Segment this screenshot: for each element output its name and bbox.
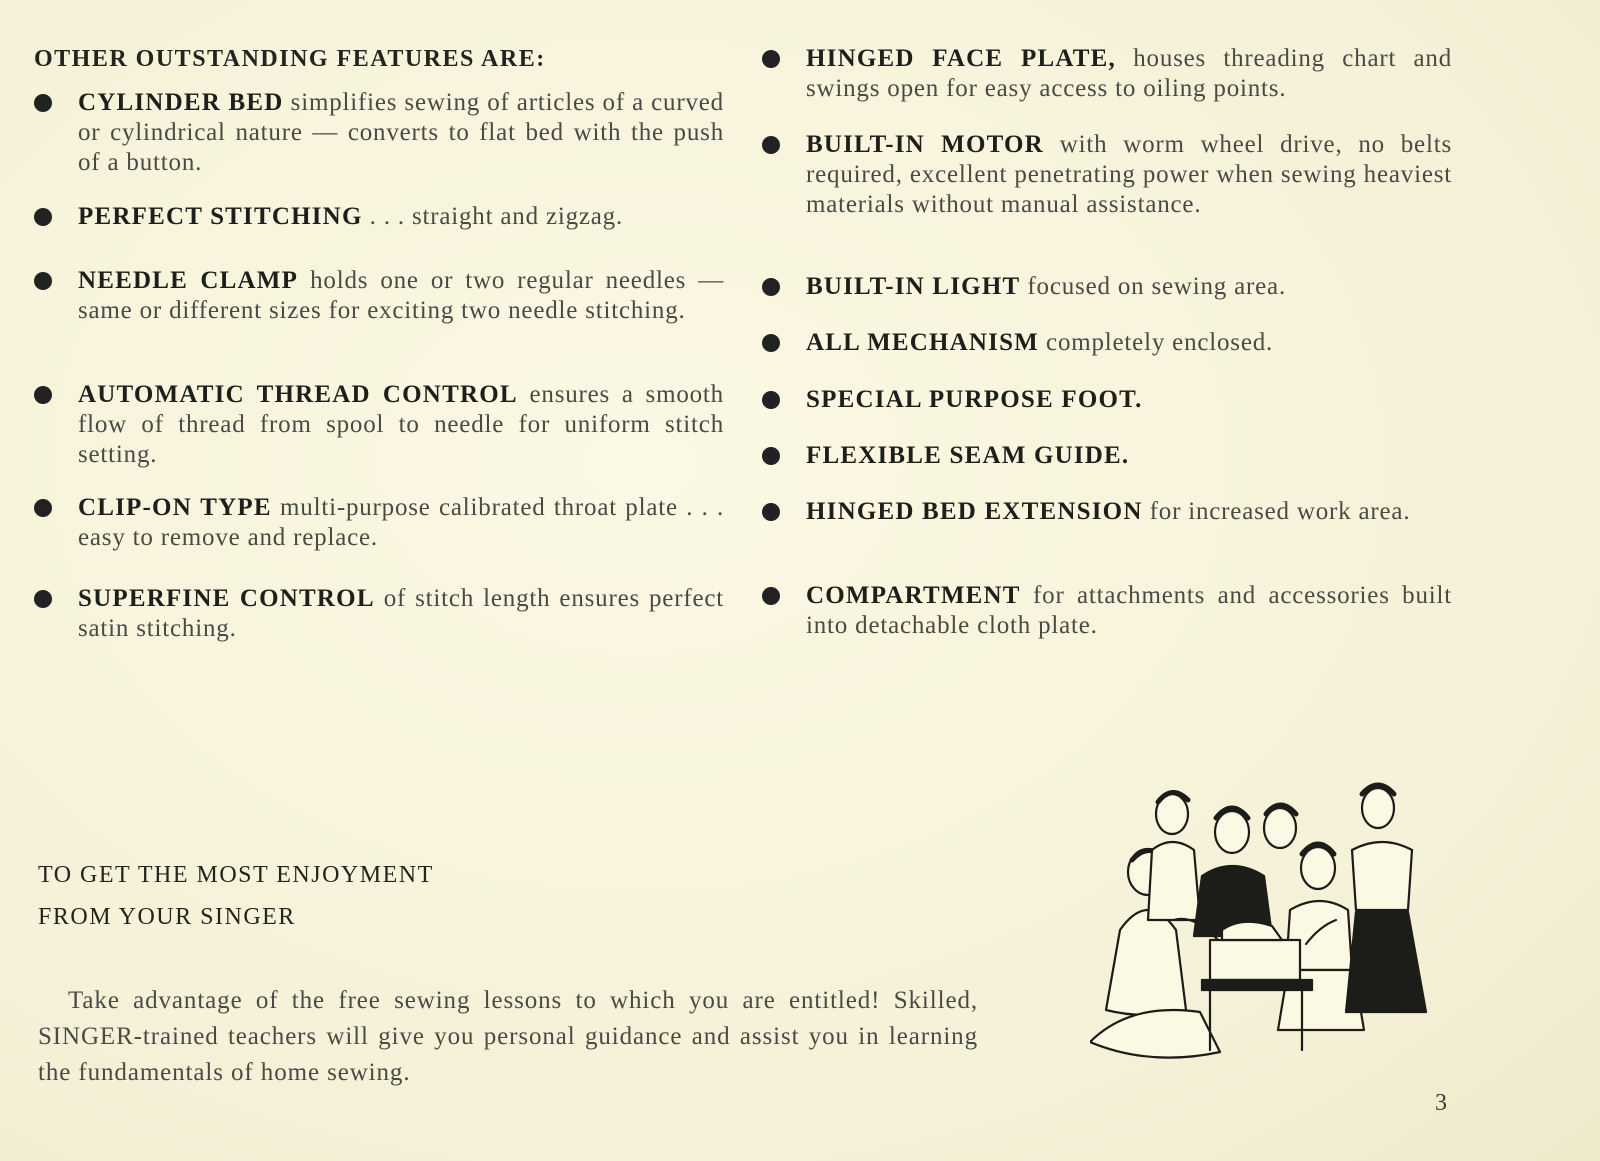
feature-perfect-stitching [34,202,724,232]
women-around-sewing-machine-illustration [1090,780,1470,1070]
feature-built-in-motor [762,130,1452,220]
feature-text: completely enclosed. [1046,329,1274,356]
feature-term: CYLINDER BED [78,89,284,116]
bullet-icon [762,136,780,154]
feature-term: SUPERFINE CONTROL [78,585,375,612]
feature-text: holds one or two regular needles — same or different sizes for exciting two needle stitching. [78,267,724,324]
bullet-icon [34,208,52,226]
feature-text: of stitch length ensures perfect satin stitching. [78,585,724,642]
feature-term: ALL MECHANISM [806,329,1039,356]
feature-built-in-light [762,272,1452,302]
feature-text: focused on sewing area. [1027,273,1287,300]
feature-term: HINGED FACE PLATE, [806,45,1116,72]
bullet-icon [34,499,52,517]
bullet-icon [34,272,52,290]
feature-all-mechanism [762,328,1452,358]
feature-text: with worm wheel drive, no belts required, excellent penetrating power when sewing heaviest materials without manual assistance. [806,131,1452,218]
enjoyment-heading [38,854,434,938]
feature-cylinder-bed [34,88,724,178]
feature-automatic-thread-control [34,380,724,470]
feature-special-purpose-foot [762,385,1452,415]
feature-term: PERFECT STITCHING [78,203,363,230]
bullet-icon [762,587,780,605]
enjoyment-heading-line2: FROM YOUR SINGER [38,904,296,930]
bullet-icon [762,391,780,409]
feature-superfine-control [34,584,724,644]
feature-flexible-seam-guide [762,441,1452,471]
features-heading: OTHER OUTSTANDING FEATURES ARE: [34,46,546,72]
bullet-icon [762,334,780,352]
enjoyment-heading-line1: TO GET THE MOST ENJOYMENT [38,862,434,888]
feature-hinged-bed-extension [762,497,1452,527]
feature-text: ensures a smooth flow of thread from spool to needle for uniform stitch setting. [78,381,724,468]
feature-compartment [762,581,1452,641]
feature-term: BUILT-IN LIGHT [806,273,1021,300]
feature-text: . . . straight and zigzag. [369,203,624,230]
feature-text: houses threading chart and swings open for easy access to oiling points. [806,45,1452,102]
feature-term: COMPARTMENT [806,582,1021,609]
feature-hinged-face-plate [762,44,1452,104]
feature-text: for increased work area. [1149,498,1411,525]
feature-term: NEEDLE CLAMP [78,267,299,294]
feature-term: AUTOMATIC THREAD CONTROL [78,381,518,408]
feature-term: CLIP-ON TYPE [78,494,272,521]
bullet-icon [34,94,52,112]
sewing-lessons-paragraph: Take advantage of the free sewing lessons to which you are entitled! Skilled, SINGER-trained teachers will give you personal guidance and assist you in learning the fundamentals of home sewing. [38,987,978,1086]
feature-clip-on-type [34,493,724,553]
bullet-icon [762,447,780,465]
feature-text: simplifies sewing of articles of a curved or cylindrical nature — converts to flat bed with the push of a button. [78,89,724,176]
feature-term: FLEXIBLE SEAM GUIDE. [806,442,1130,469]
bullet-icon [762,503,780,521]
feature-needle-clamp [34,266,724,326]
feature-term: HINGED BED EXTENSION [806,498,1143,525]
page-number: 3 [1435,1090,1447,1116]
feature-text: for attachments and accessories built into detachable cloth plate. [806,582,1452,639]
bullet-icon [762,278,780,296]
bullet-icon [34,590,52,608]
feature-text: multi-purpose calibrated throat plate . . . easy to remove and replace. [78,494,724,551]
bullet-icon [762,50,780,68]
bullet-icon [34,386,52,404]
feature-term: BUILT-IN MOTOR [806,131,1044,158]
feature-term: SPECIAL PURPOSE FOOT. [806,386,1143,413]
